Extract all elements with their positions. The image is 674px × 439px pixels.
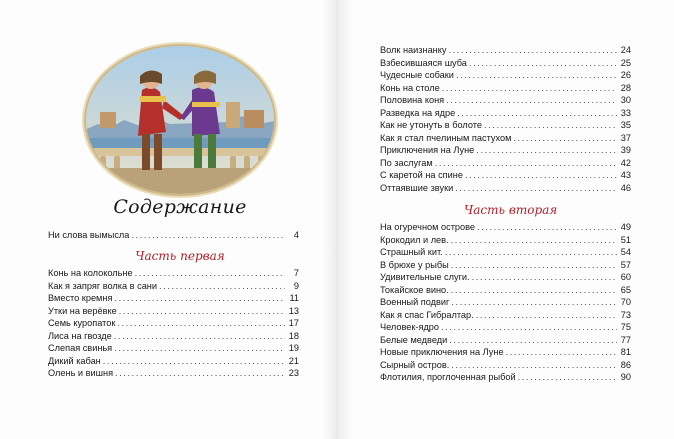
toc-entry: [380, 119, 631, 132]
toc-entry: [380, 284, 631, 297]
toc-entry-title: Взбесившаяся шуба: [380, 57, 467, 68]
toc-entry: [48, 330, 299, 343]
toc-entry-title: Дикий кабан: [48, 355, 101, 366]
toc-entry: [48, 305, 299, 318]
toc-entry-title: Как я спас Гибралтар.: [380, 309, 474, 320]
toc-entry-title: Конь на столе: [380, 82, 440, 93]
toc-entry-title: Чудесные собаки: [380, 70, 454, 80]
toc-entry-title: Флотилия, проглоченная рыбой: [380, 372, 516, 382]
toc-entry: [48, 317, 299, 330]
toc-leader-dots: [446, 94, 617, 107]
part2-title: Часть вторая: [464, 203, 558, 217]
toc-entry-page: 7: [293, 268, 299, 278]
toc-entry-title: С каретой на спине: [380, 170, 463, 180]
toc-entry-title: Вместо кремня: [48, 293, 113, 303]
toc-entry: [380, 94, 631, 107]
toc-leader-dots: [451, 234, 617, 247]
toc-entry: [380, 371, 631, 384]
toc-entry: [380, 221, 631, 234]
toc-entry-title: Новые приключения на Луне: [380, 347, 504, 357]
toc-leader-dots: [135, 267, 285, 280]
toc-leader-dots: [476, 144, 617, 157]
toc-entry-page: 75: [620, 322, 631, 332]
toc-leader-dots: [457, 107, 617, 120]
toc-entry-page: 18: [288, 330, 299, 341]
toc-entry: [48, 355, 299, 368]
toc-entry-page: 46: [620, 182, 631, 193]
toc-entry: [48, 280, 299, 293]
toc-entry-title: Ни слова вымысла: [48, 230, 130, 240]
toc-entry-page: 30: [620, 95, 631, 105]
toc-leader-dots: [448, 44, 617, 57]
toc-entry-page: 81: [620, 347, 631, 357]
two-men-talking-icon: [80, 40, 280, 200]
toc-entry-title: Утки на верёвке: [48, 305, 117, 316]
toc-entry: [48, 342, 299, 355]
toc-entry-title: Лиса на гвозде: [48, 330, 112, 341]
toc-leader-dots: [469, 57, 617, 70]
toc-entry: [380, 346, 631, 359]
toc-leader-dots: [477, 221, 617, 234]
toc-entry-page: 43: [620, 170, 631, 180]
toc-entry-page: 17: [288, 318, 299, 328]
toc-entry-title: Семь куропаток: [48, 318, 116, 328]
toc-leader-dots: [442, 82, 617, 95]
toc-entry-page: 33: [620, 107, 631, 118]
toc-entry-page: 57: [620, 259, 631, 270]
toc-entry-title: Крокодил и лев.: [380, 234, 449, 245]
toc-entry: [380, 144, 631, 157]
toc-entry: [380, 69, 631, 82]
toc-entry: [380, 82, 631, 95]
toc-leader-dots: [506, 346, 617, 359]
toc-entry-page: 42: [620, 157, 631, 168]
toc-entry: [380, 182, 631, 195]
toc-part1-list: [48, 267, 299, 380]
toc-entry-title: Страшный кит.: [380, 247, 443, 257]
toc-leader-dots: [131, 229, 285, 242]
toc-leader-dots: [456, 69, 617, 82]
toc-entry: [48, 267, 299, 280]
part1-title: Часть первая: [135, 249, 225, 263]
toc-entry-page: 54: [620, 247, 631, 257]
toc-heading: Содержание: [113, 196, 247, 218]
toc-entry: [380, 321, 631, 334]
toc-leader-dots: [451, 296, 617, 309]
toc-leader-dots: [451, 259, 617, 272]
toc-entry: [380, 359, 631, 372]
toc-entry: [380, 44, 631, 57]
toc-leader-dots: [103, 355, 285, 368]
toc-leader-dots: [441, 321, 617, 334]
toc-entry-page: 37: [620, 132, 631, 143]
toc-entry-page: 86: [620, 359, 631, 370]
toc-part2-list: [380, 221, 631, 384]
toc-continued-list: [380, 44, 631, 194]
toc-leader-dots: [465, 169, 617, 182]
toc-entry: [380, 234, 631, 247]
toc-entry-page: 49: [620, 222, 631, 232]
toc-entry-title: Человек-ядро: [380, 322, 440, 332]
toc-entry: [380, 296, 631, 309]
toc-leader-dots: [451, 359, 617, 372]
toc-entry-page: 39: [620, 145, 631, 155]
toc-entry-title: Олень и вишня: [48, 368, 114, 378]
toc-entry: [380, 246, 631, 259]
toc-entry: [380, 259, 631, 272]
toc-leader-dots: [435, 157, 617, 170]
toc-leader-dots: [115, 367, 285, 380]
toc-entry-page: 90: [620, 372, 631, 382]
toc-leader-dots: [449, 334, 617, 347]
toc-entry-title: Оттаявшие звуки: [380, 182, 454, 193]
toc-leader-dots: [445, 246, 617, 259]
toc-entry-title: Конь на колокольне: [48, 268, 133, 278]
toc-entry-title: Слепая свинья: [48, 343, 113, 353]
toc-entry-title: Белые медведи: [380, 334, 448, 345]
toc-entry: [380, 157, 631, 170]
toc-entry-title: По заслугам: [380, 157, 433, 168]
toc-entry: [48, 229, 299, 242]
toc-leader-dots: [117, 317, 285, 330]
toc-entry: [380, 57, 631, 70]
toc-entry-page: 73: [620, 309, 631, 320]
toc-entry-page: 9: [293, 280, 299, 291]
toc-entry: [380, 107, 631, 120]
toc-entry-title: На огуречном острове: [380, 222, 476, 232]
toc-entry-page: 11: [289, 293, 299, 303]
toc-entry-title: Удивительные слуги.: [380, 272, 470, 282]
toc-entry: [380, 169, 631, 182]
toc-leader-dots: [476, 309, 617, 322]
toc-entry-page: 28: [620, 82, 631, 93]
toc-leader-dots: [159, 280, 285, 293]
toc-entry-title: Как не утонуть в болоте: [380, 120, 482, 130]
toc-entry-title: Волк наизнанку: [380, 45, 447, 55]
toc-leader-dots: [114, 342, 285, 355]
toc-entry-page: 51: [620, 234, 631, 245]
toc-leader-dots: [513, 132, 617, 145]
toc-entry-page: 35: [620, 120, 631, 130]
toc-leader-dots: [484, 119, 617, 132]
toc-entry-title: Половина коня: [380, 95, 445, 105]
toc-leader-dots: [114, 330, 285, 343]
toc-entry-title: В брюхе у рыбы: [380, 259, 449, 270]
toc-entry: [48, 367, 299, 380]
toc-leader-dots: [451, 284, 617, 297]
toc-entry-page: 24: [620, 45, 631, 55]
toc-entry-page: 26: [620, 70, 631, 80]
toc-entry: [380, 132, 631, 145]
toc-entry-page: 13: [288, 305, 299, 316]
toc-entry: [380, 309, 631, 322]
toc-entry-page: 4: [293, 230, 299, 240]
toc-leader-dots: [455, 182, 617, 195]
toc-entry-page: 23: [288, 368, 299, 378]
toc-entry-title: Военный подвиг: [380, 297, 450, 307]
toc-intro-list: [48, 229, 299, 242]
toc-entry-page: 21: [288, 355, 299, 366]
toc-entry-page: 70: [620, 297, 631, 307]
page-gutter: [322, 0, 352, 439]
toc-entry-page: 19: [288, 343, 299, 353]
toc-entry-page: 60: [620, 272, 631, 282]
toc-entry-title: Как я запряг волка в сани: [48, 280, 158, 291]
toc-entry-title: Приключения на Луне: [380, 145, 475, 155]
toc-leader-dots: [518, 371, 617, 384]
toc-leader-dots: [114, 292, 285, 305]
toc-entry-title: Токайское вино.: [380, 284, 449, 295]
toc-entry-title: Сырный остров.: [380, 359, 450, 370]
toc-entry-page: 77: [620, 334, 631, 345]
toc-entry: [48, 292, 299, 305]
toc-entry-title: Как я стал пчелиным пастухом: [380, 132, 512, 143]
toc-leader-dots: [119, 305, 285, 318]
toc-entry-page: 25: [620, 57, 631, 68]
toc-entry-page: 65: [620, 284, 631, 295]
toc-entry: [380, 334, 631, 347]
toc-entry: [380, 271, 631, 284]
toc-leader-dots: [472, 271, 617, 284]
toc-entry-title: Разведка на ядре: [380, 107, 456, 118]
